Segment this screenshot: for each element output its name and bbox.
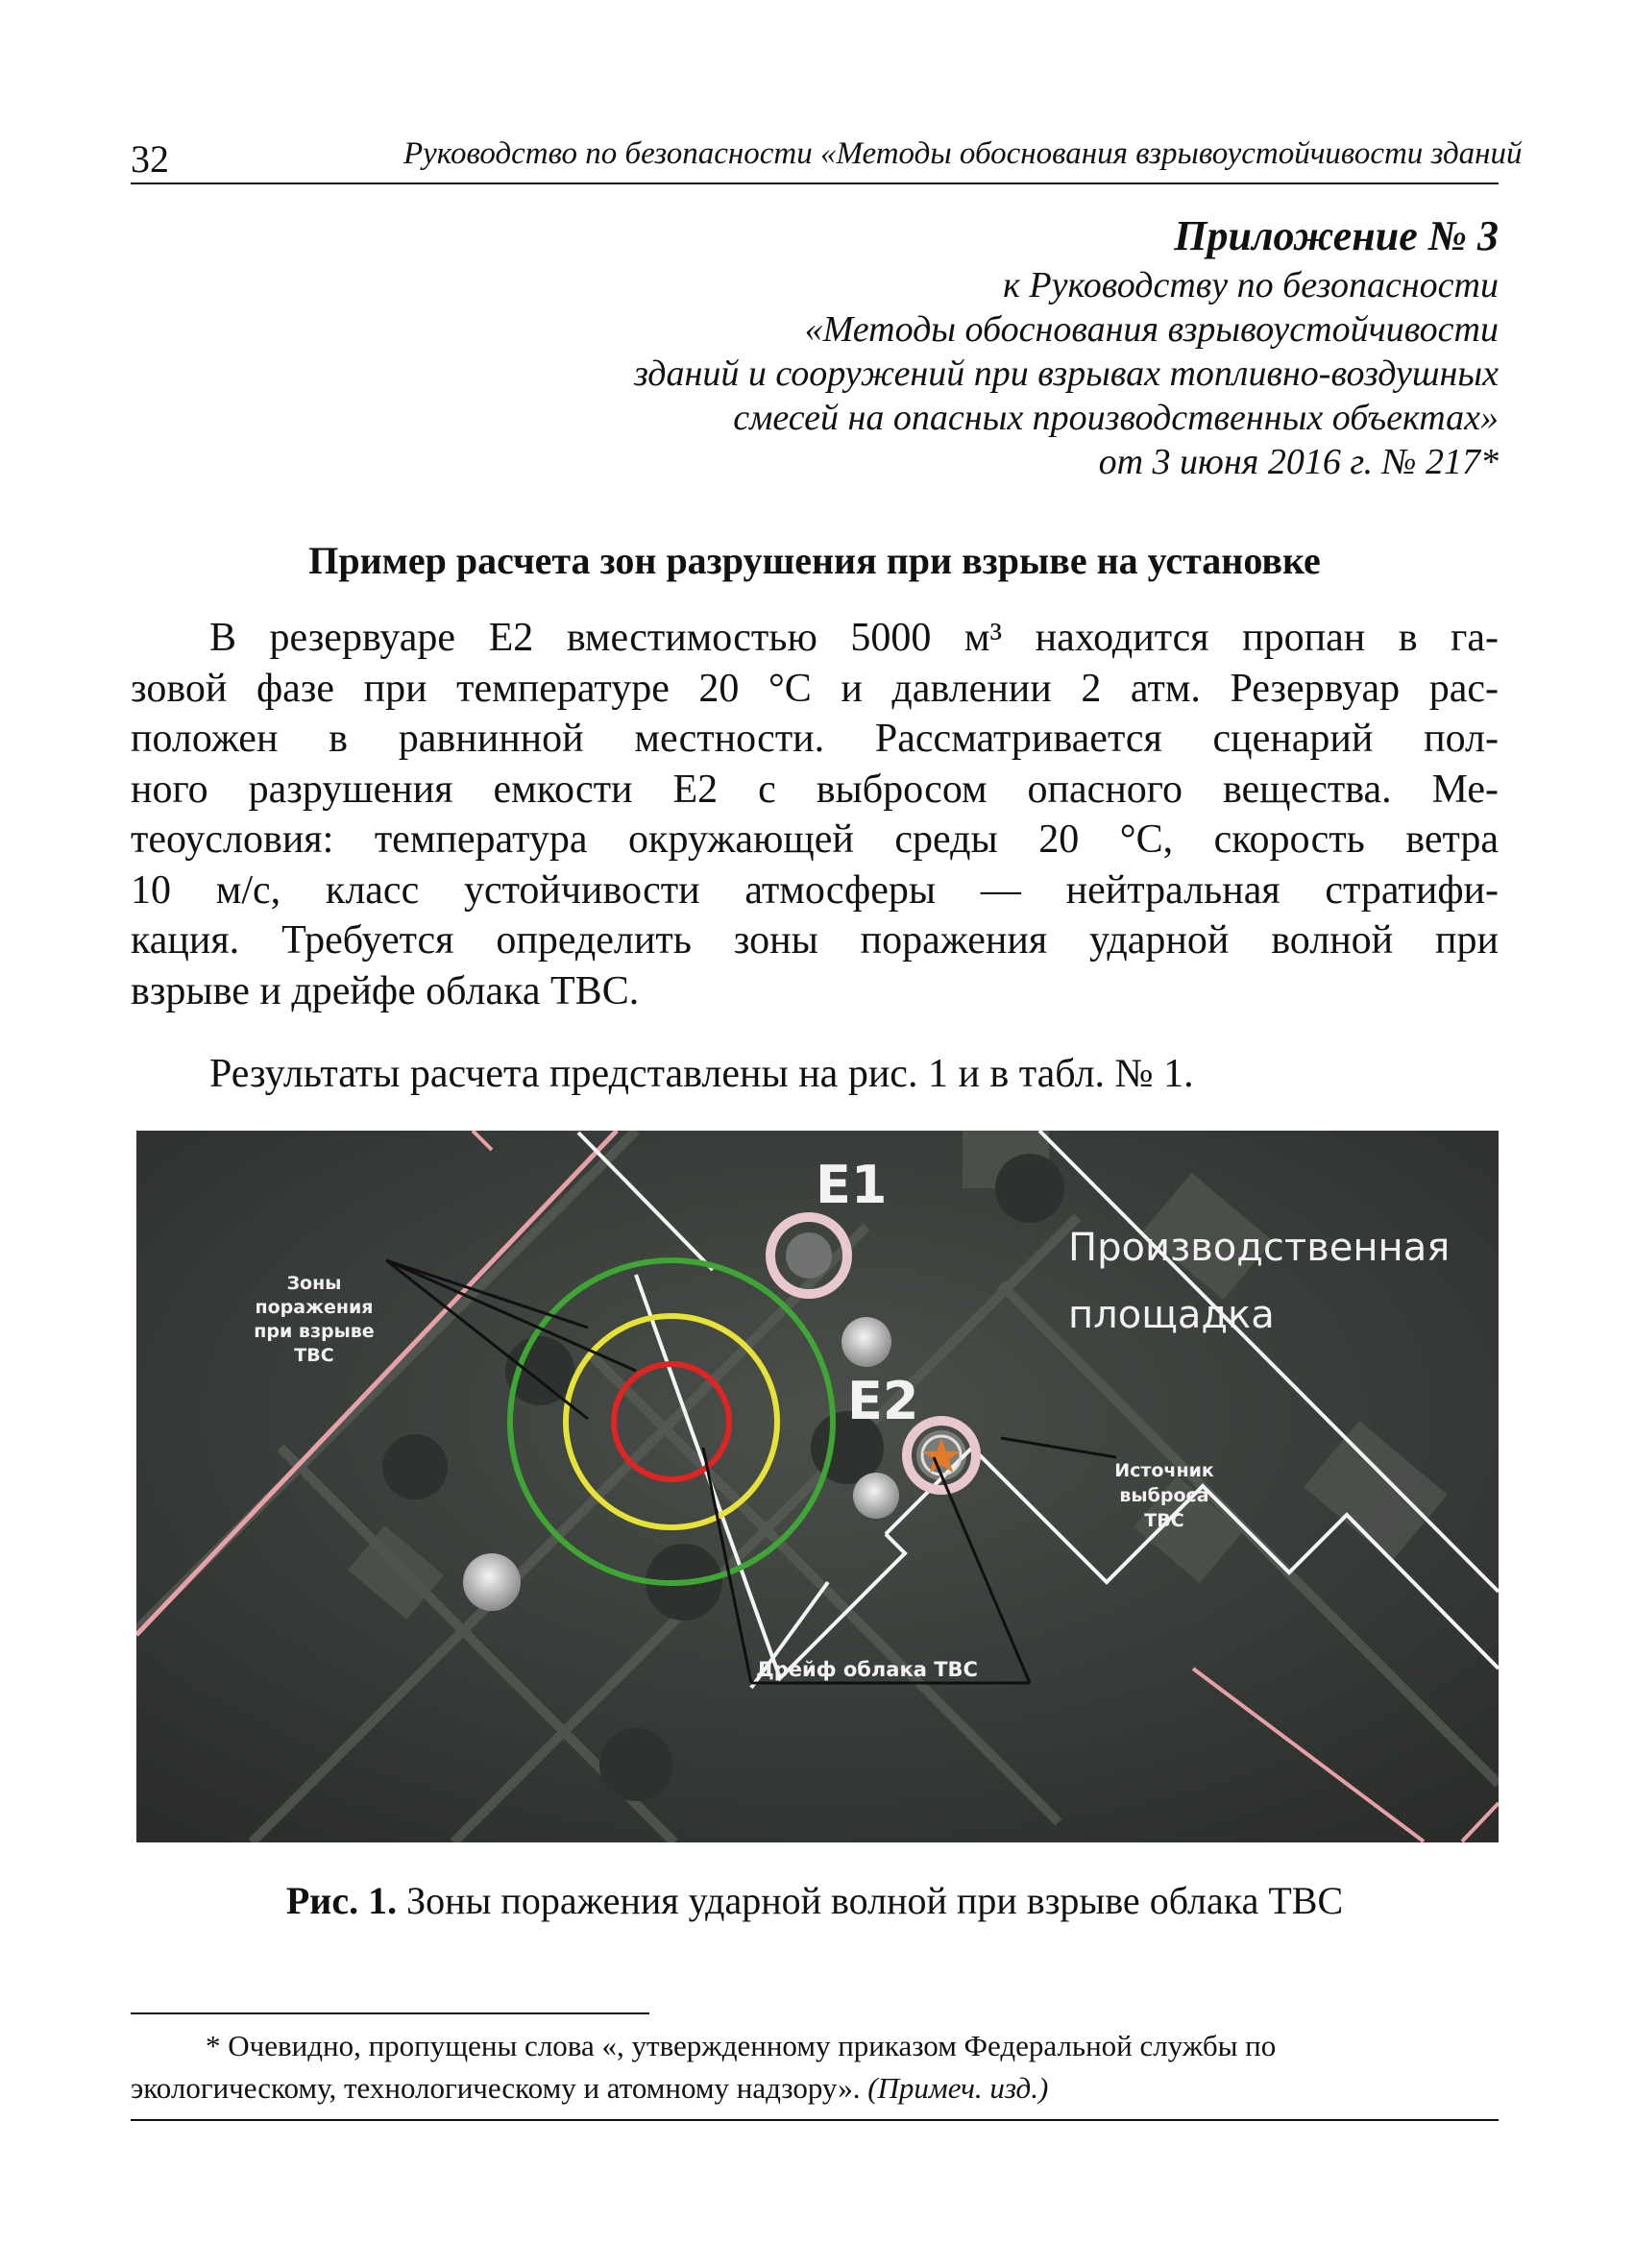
- paragraph-line: положен в равнинной местности. Рассматривается сценарий пол-: [131, 717, 1499, 761]
- paragraph-scenario: [131, 613, 1499, 1016]
- tank-e1: [786, 1232, 832, 1279]
- paragraph-line: кация. Требуется определить зоны поражения ударной волной при: [131, 918, 1499, 963]
- footnote: [131, 2025, 1499, 2109]
- label-damage-line: при взрыве: [254, 1321, 375, 1342]
- label-damage-line: Зоны: [286, 1273, 342, 1294]
- label-source-line: выброса: [1119, 1485, 1209, 1506]
- footnote-line: * Очевидно, пропущены слова «, утвержденному приказом Федеральной службы по: [206, 2029, 1277, 2062]
- appendix-line: смесей на опасных производственных объектах»: [733, 398, 1499, 438]
- figure-caption: [131, 1878, 1499, 1923]
- label-zone: Производственная: [1068, 1226, 1451, 1270]
- label-damage-line: поражения: [255, 1297, 374, 1318]
- paragraph-line: теоусловия: температура окружающей среды 20 °С, скорость ветра: [131, 817, 1499, 862]
- tank: [841, 1317, 891, 1367]
- figure-caption-label: Рис. 1.: [285, 1879, 398, 1922]
- paragraph-line: ного разрушения емкости Е2 с выбросом опасного вещества. Ме-: [131, 767, 1499, 812]
- label-source-line: ТВС: [1144, 1510, 1184, 1531]
- figure-map: [136, 1131, 1499, 1842]
- paragraph-line: зовой фазе при температуре 20 °С и давлении 2 атм. Резервуар рас-: [131, 666, 1499, 711]
- label-e1: Е1: [816, 1155, 888, 1215]
- paragraph-line: 10 м/с, класс устойчивости атмосферы — нейтральная стратифи-: [131, 867, 1499, 913]
- label-damage-line: ТВС: [294, 1345, 334, 1366]
- bottom-rule: [131, 2119, 1499, 2121]
- map-svg: [136, 1131, 1499, 1842]
- paragraph-line: взрыве и дрейфе облака ТВС.: [131, 968, 640, 1013]
- header-rule: [131, 183, 1499, 184]
- paragraph-results: [131, 1049, 1499, 1100]
- label-source-line: Источник: [1114, 1460, 1214, 1481]
- running-head: Руководство по безопасности «Методы обоснования взрывоустойчивости зданий: [403, 136, 1523, 171]
- label-zone-2: площадка: [1068, 1293, 1275, 1337]
- appendix-line: от 3 июня 2016 г. № 217*: [1098, 442, 1499, 482]
- appendix-line: зданий и сооружений при взрывах топливно-воздушных: [633, 354, 1499, 394]
- page-number: 32: [131, 137, 169, 181]
- footnote-rule: [131, 2012, 649, 2014]
- appendix-block: [634, 209, 1499, 484]
- label-drift: Дрейф облака ТВС: [756, 1658, 978, 1681]
- footnote-note: (Примеч. изд.): [867, 2071, 1049, 2105]
- tank: [463, 1553, 521, 1611]
- figure-caption-text: Зоны поражения ударной волной при взрыве облака ТВС: [397, 1879, 1344, 1922]
- label-e2: Е2: [847, 1371, 919, 1431]
- appendix-line: к Руководству по безопасности: [1003, 265, 1499, 305]
- appendix-title: Приложение № 3: [1174, 212, 1499, 259]
- paragraph-line: В резервуаре Е2 вместимостью 5000 м³ находится пропан в га-: [209, 616, 1499, 660]
- section-title: Пример расчета зон разрушения при взрыве на установке: [308, 539, 1321, 582]
- paragraph-line: Результаты расчета представлены на рис. 1 и в табл. № 1.: [209, 1052, 1194, 1096]
- tank: [853, 1473, 899, 1519]
- footnote-line: экологическому, технологическому и атомному надзору».: [131, 2071, 868, 2105]
- appendix-line: «Методы обоснования взрывоустойчивости: [804, 309, 1499, 350]
